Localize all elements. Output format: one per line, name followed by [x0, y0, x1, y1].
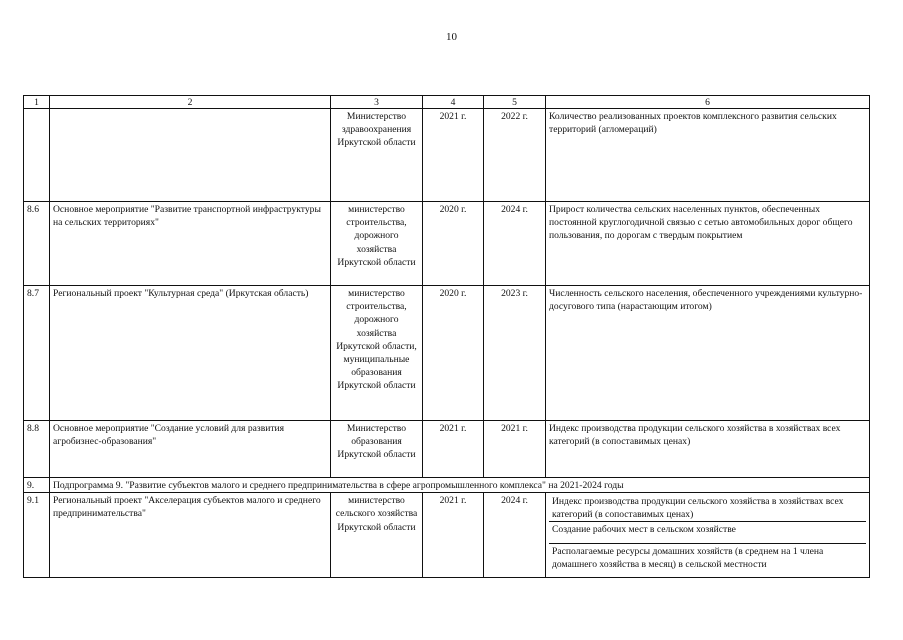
end-year: 2024 г.: [484, 202, 546, 286]
measure-name: Основное мероприятие "Создание условий для развития агробизнес-образования": [50, 421, 331, 478]
start-year: 2020 г.: [423, 286, 484, 421]
executor: Министерство здравоохранения Иркутской области: [331, 109, 423, 202]
end-year: 2023 г.: [484, 286, 546, 421]
header-col-4: 4: [423, 96, 484, 109]
start-year: 2021 г.: [423, 421, 484, 478]
indicator: Располагаемые ресурсы домашних хозяйств (в среднем на 1 члена домашнего хозяйства в месяц) в сельской местности: [552, 546, 824, 571]
table-row: [24, 286, 870, 421]
measure-name: Основное мероприятие "Развитие транспортной инфраструктуры на сельских территориях": [50, 202, 331, 286]
indicator: Индекс производства продукции сельского хозяйства в хозяйствах всех категорий (в сопоставимых ценах): [546, 421, 870, 478]
executor: Министерство образования Иркутской области: [331, 421, 423, 478]
row-number: 8.6: [24, 202, 50, 286]
program-table: [23, 95, 870, 578]
table-row: [24, 493, 870, 578]
row-number: 8.8: [24, 421, 50, 478]
start-year: 2021 г.: [423, 493, 484, 578]
indicator: Количество реализованных проектов комплексного развития сельских территорий (агломераций): [546, 109, 870, 202]
indicator: Прирост количества сельских населенных пунктов, обеспеченных постоянной круглогодичной связью с сетью автомобильных дорог общего пользования, по дорогам с твердым покрытием: [546, 202, 870, 286]
subprogram-row: [24, 478, 870, 493]
table-row: [24, 202, 870, 286]
measure-name: Региональный проект "Культурная среда" (Иркутская область): [50, 286, 331, 421]
header-col-6: 6: [546, 96, 870, 109]
indicator-group: [546, 493, 870, 578]
end-year: 2022 г.: [484, 109, 546, 202]
indicator: Индекс производства продукции сельского хозяйства в хозяйствах всех категорий (в сопоставимых ценах): [549, 494, 866, 522]
header-col-3: 3: [331, 96, 423, 109]
row-number: 9.1: [24, 493, 50, 578]
header-col-1: 1: [24, 96, 50, 109]
indicator: Численность сельского населения, обеспеченного учреждениями культурно-досугового типа (нарастающим итогом): [546, 286, 870, 421]
executor: министерство строительства, дорожного хозяйства Иркутской области, муниципальные образования Иркутской области: [331, 286, 423, 421]
table-row: [24, 109, 870, 202]
end-year: 2021 г.: [484, 421, 546, 478]
header-col-2: 2: [50, 96, 331, 109]
table-row: [24, 421, 870, 478]
executor: министерство сельского хозяйства Иркутской области: [331, 493, 423, 578]
measure-name: Региональный проект "Акселерация субъектов малого и среднего предпринимательства": [50, 493, 331, 578]
start-year: 2021 г.: [423, 109, 484, 202]
header-row: [24, 96, 870, 109]
end-year: 2024 г.: [484, 493, 546, 578]
indicator: Создание рабочих мест в сельском хозяйстве: [549, 522, 866, 544]
row-number: 8.7: [24, 286, 50, 421]
row-number: [24, 109, 50, 202]
page-number: 10: [446, 31, 457, 43]
header-col-5: 5: [484, 96, 546, 109]
subprogram-title: Подпрограмма 9. "Развитие субъектов малого и среднего предпринимательства в сфере агропромышленного комплекса" на 2021-2024 годы: [50, 478, 870, 493]
measure-name: [50, 109, 331, 202]
subprogram-number: 9.: [24, 478, 50, 493]
executor: министерство строительства, дорожного хозяйства Иркутской области: [331, 202, 423, 286]
start-year: 2020 г.: [423, 202, 484, 286]
